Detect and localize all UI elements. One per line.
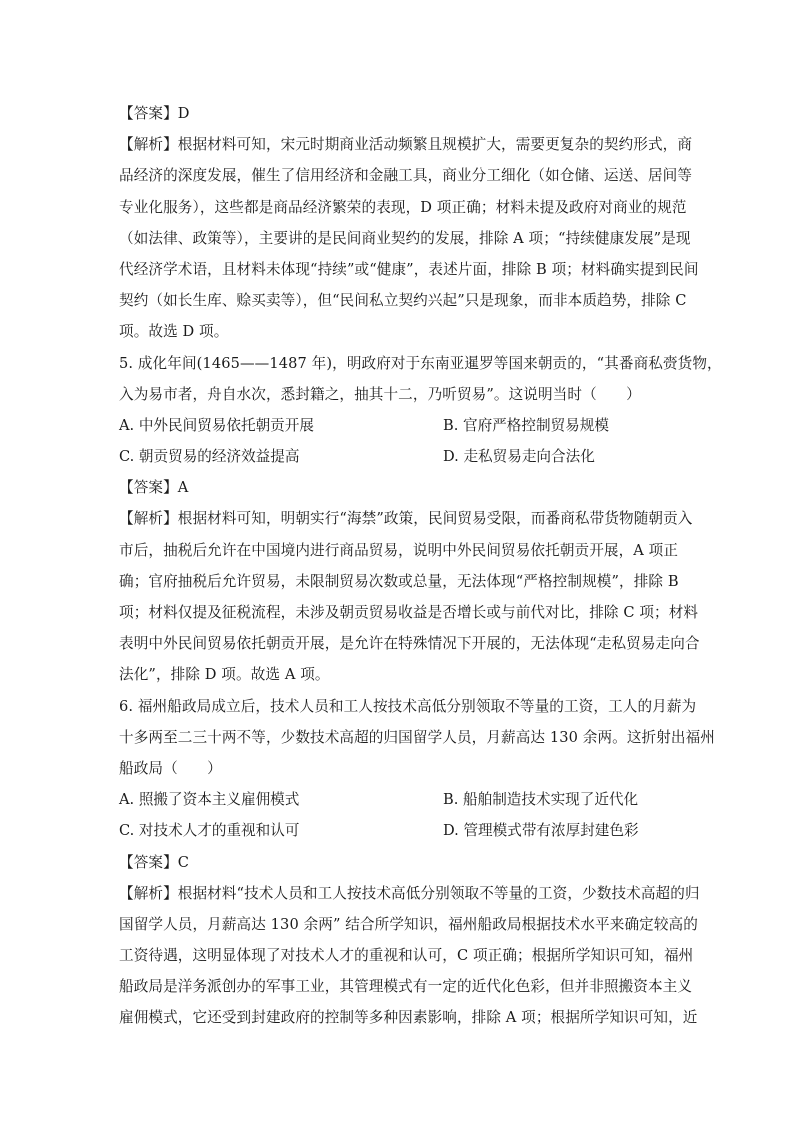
option-item: B. 船舶制造技术实现了近代化 (443, 791, 639, 809)
option-item: C. 朝贡贸易的经济效益提高 (119, 448, 300, 466)
analysis-6-line: 船政局是洋务派创办的军事工业，其管理模式有一定的近代化色彩，但并非照搬资本主义 (119, 978, 693, 996)
answer-label-5: 【答案】A (119, 479, 189, 497)
analysis-4-line: 品经济的深度发展，催生了信用经济和金融工具，商业分工细化（如仓储、运送、居间等 (119, 167, 693, 185)
answer-label-6: 【答案】C (119, 853, 190, 871)
analysis-4-line: 契约（如长生库、赊买卖等），但“民间私立契约兴起”只是现象，而非本质趋势，排除 C (119, 292, 687, 310)
document-body (119, 98, 722, 1034)
analysis-4-line: 专业化服务），这些都是商品经济繁荣的表现，D 项正确；材料未提及政府对商业的规范 (119, 198, 687, 216)
question-5-options-row (119, 410, 669, 441)
analysis-5-line: 表明中外民间贸易依托朝贡开展，是允许在特殊情况下开展的，无法体现“走私贸易走向合 (119, 635, 700, 653)
option-item: A. 中外民间贸易依托朝贡开展 (119, 416, 314, 434)
question-5-stem: 5. 成化年间(1465——1487 年)，明政府对于东南亚暹罗等国来朝贡的，“其番商私赍货物， (119, 354, 722, 372)
analysis-6-line: 雇佣模式，它还受到封建政府的控制等多种因素影响，排除 A 项；根据所学知识可知，近 (119, 1009, 698, 1027)
answer-label-4: 【答案】D (119, 105, 190, 122)
analysis-5-line: 法化”，排除 D 项。故选 A 项。 (119, 666, 330, 684)
question-5-options-row (119, 441, 669, 472)
analysis-5-line: 项；材料仅提及征税流程，未涉及朝贡贸易收益是否增长或与前代对比，排除 C 项；材料 (119, 604, 699, 621)
option-item: A. 照搬了资本主义雇佣模式 (119, 791, 300, 809)
analysis-5-line: 【解析】根据材料可知，明朝实行“海禁”政策，民间贸易受限，而番商私带货物随朝贡入 (119, 510, 693, 528)
analysis-6-line: 【解析】根据材料“技术人员和工人按技术高低分别领取不等量的工资，少数技术高超的归 (119, 884, 700, 902)
analysis-4-line: 【解析】根据材料可知，宋元时期商业活动频繁且规模扩大，需要更复杂的契约形式，商 (119, 136, 693, 154)
analysis-5-line: 确；官府抽税后允许贸易，未限制贸易次数或总量，无法体现“严格控制规模”，排除 B (119, 572, 679, 590)
analysis-4-line: （如法律、政策等），主要讲的是民间商业契约的发展，排除 A 项；“持续健康发展”是现 (119, 229, 691, 247)
analysis-6-line: 国留学人员，月薪高达 130 余两” 结合所学知识，福州船政局根据技术水平来确定较高的 (119, 915, 698, 933)
analysis-4-line: 代经济学术语，且材料未体现“持续”或“健康”，表述片面，排除 B 项；材料确实提到民间 (119, 260, 699, 278)
analysis-5-line: 市后，抽税后允许在中国境内进行商品贸易，说明中外民间贸易依托朝贡开展，A 项正 (119, 541, 679, 559)
question-6-stem: 6. 福州船政局成立后，技术人员和工人按技术高低分别领取不等量的工资，工人的月薪为 (119, 697, 697, 715)
question-5-stem: 入为易市者，舟自水次，悉封籍之，抽其十二，乃听贸易”。这说明当时（ ） (119, 385, 641, 403)
question-6-stem: 十多两至二三十两不等，少数技术高超的归国留学人员，月薪高达 130 余两。这折射出福州 (119, 728, 715, 746)
option-item: C. 对技术人才的重视和认可 (119, 822, 300, 840)
analysis-4-line: 项。故选 D 项。 (119, 323, 229, 341)
option-item: D. 走私贸易走向合法化 (443, 448, 595, 466)
option-item: D. 管理模式带有浓厚封建色彩 (443, 822, 639, 840)
question-6-stem: 船政局（ ） (119, 759, 222, 777)
question-6-options-row (119, 815, 669, 846)
question-6-options-row (119, 784, 669, 815)
option-item: B. 官府严格控制贸易规模 (443, 416, 609, 434)
analysis-6-line: 工资待遇，这明显体现了对技术人才的重视和认可，C 项正确；根据所学知识可知，福州 (119, 947, 694, 965)
